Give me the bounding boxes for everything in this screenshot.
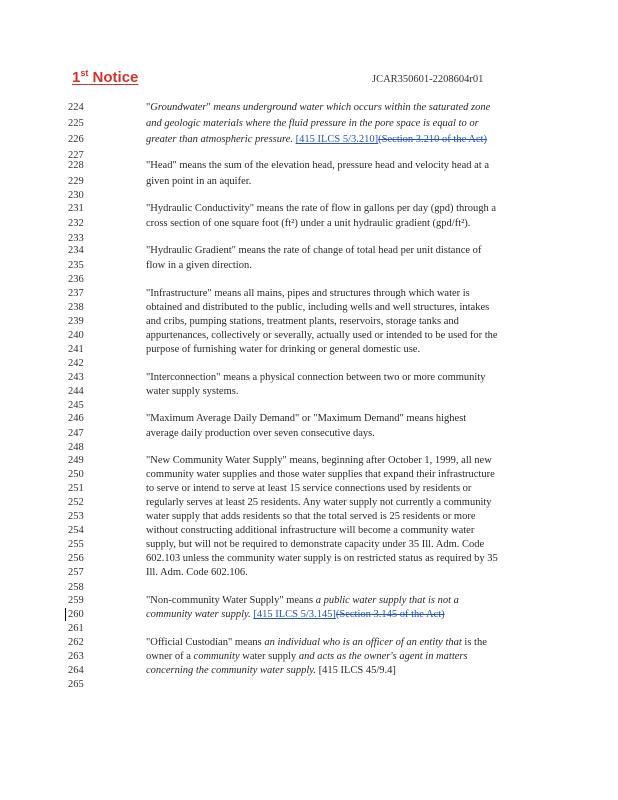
text-segment: "Official Custodian" means — [146, 637, 265, 648]
text-segment: "Head" means the sum of the elevation head, pressure head and velocity head at a — [146, 160, 489, 171]
line-number: 239 — [68, 316, 84, 327]
line-number: 224 — [68, 102, 84, 113]
text-line — [146, 160, 489, 172]
line-number: 259 — [68, 595, 84, 606]
line-number: 251 — [68, 483, 84, 494]
line-number: 230 — [68, 190, 84, 201]
line-number: 262 — [68, 637, 84, 648]
line-number: 226 — [68, 134, 84, 145]
text-line — [146, 260, 252, 272]
italic-text: community — [193, 651, 240, 662]
line-number: 241 — [68, 344, 84, 355]
text-line — [146, 218, 470, 230]
deleted-citation: (Section 3.210 of the Act) — [378, 134, 487, 145]
text-segment: "Infrastructure" means all mains, pipes and structures through which water is — [146, 288, 470, 299]
text-segment: community water supplies and those water supplies that expand their infrastructure — [146, 469, 495, 480]
text-segment: given point in an aquifer. — [146, 176, 252, 187]
italic-text: and acts as the owner's agent in matters — [298, 651, 468, 662]
line-number: 240 — [68, 330, 84, 341]
line-number: 244 — [68, 386, 84, 397]
document-id: JCAR350601-2208604r01 — [372, 74, 484, 85]
line-number: 242 — [68, 358, 84, 369]
line-number: 231 — [68, 203, 84, 214]
line-number: 253 — [68, 511, 84, 522]
text-segment: owner of a — [146, 651, 194, 662]
text-segment: purpose of furnishing water for drinking or general domestic use. — [146, 344, 421, 355]
text-line — [146, 134, 487, 146]
line-number: 256 — [68, 553, 84, 564]
italic-text: and geologic materials where the fluid pressure in the pore space is equal to or — [146, 118, 479, 129]
line-number: 228 — [68, 160, 84, 171]
text-line — [146, 344, 420, 356]
text-segment: [415 ILCS 45/9.4] — [316, 665, 396, 676]
text-segment: is the — [461, 637, 487, 648]
text-segment: water supply that adds residents so that the total served is 25 residents or more — [146, 511, 476, 522]
line-number: 258 — [68, 582, 84, 593]
text-line — [146, 428, 375, 440]
line-number: 245 — [68, 400, 84, 411]
italic-text: an individual who is an officer of an entity that — [264, 637, 462, 648]
line-number: 225 — [68, 118, 84, 129]
line-number: 234 — [68, 245, 84, 256]
text-line — [146, 118, 479, 130]
text-line — [146, 386, 238, 398]
text-line — [146, 102, 490, 114]
line-number: 264 — [68, 665, 84, 676]
text-segment: 602.103 unless the community water supply is on restricted status as required by 35 — [146, 553, 498, 564]
text-segment: "Hydraulic Conductivity" means the rate of flow in gallons per day (gpd) through a — [146, 203, 497, 214]
text-segment: without constructing additional infrastructure will become a community water — [146, 525, 475, 536]
text-segment: appurtenances, collectively or severally, actually used or intended to be used for the — [146, 330, 498, 341]
text-line — [146, 511, 476, 523]
text-line — [146, 497, 492, 509]
line-number: 227 — [68, 150, 84, 161]
text-line — [146, 567, 248, 579]
text-line — [146, 203, 496, 215]
text-line — [146, 637, 487, 649]
text-line — [146, 553, 498, 565]
text-segment: regularly serves at least 25 residents. Any water supply not currently a community — [146, 497, 492, 508]
text-segment: " — [206, 102, 214, 113]
text-segment: "Maximum Average Daily Demand" or "Maximum Demand" means highest — [146, 413, 467, 424]
italic-text: a public water supply that is not a — [315, 595, 459, 606]
text-segment: "Hydraulic Gradient" means the rate of change of total head per unit distance of — [146, 245, 482, 256]
text-line — [146, 469, 495, 481]
line-number: 247 — [68, 428, 84, 439]
notice-heading: 1st Notice — [72, 68, 139, 86]
text-line — [146, 539, 484, 551]
line-number: 249 — [68, 455, 84, 466]
text-line — [146, 316, 459, 328]
text-line — [146, 525, 474, 537]
italic-text: community water supply. — [146, 609, 251, 620]
text-line — [146, 455, 492, 467]
text-segment: "New Community Water Supply" means, beginning after October 1, 1999, all new — [146, 455, 492, 466]
italic-text: greater than atmospheric pressure. — [146, 134, 293, 145]
line-number: 229 — [68, 176, 84, 187]
text-line — [146, 665, 396, 677]
citation-link[interactable]: [415 ILCS 5/3.145] — [253, 609, 336, 620]
italic-text: Groundwater — [150, 102, 207, 113]
text-line — [146, 609, 445, 621]
line-number: 265 — [68, 679, 84, 690]
italic-text: means underground water which occurs within the saturated zone — [213, 102, 491, 113]
text-line — [146, 288, 470, 300]
line-number: 261 — [68, 623, 84, 634]
line-number: 233 — [68, 233, 84, 244]
line-number: 243 — [68, 372, 84, 383]
text-segment: obtained and distributed to the public, including wells and well structures, intakes — [146, 302, 490, 313]
text-segment: and cribs, pumping stations, treatment plants, reservoirs, storage tanks and — [146, 316, 459, 327]
line-number: 248 — [68, 442, 84, 453]
text-line — [146, 372, 486, 384]
text-segment: "Interconnection" means a physical connection between two or more community — [146, 372, 486, 383]
line-number: 255 — [68, 539, 84, 550]
line-number: 263 — [68, 651, 84, 662]
text-segment: to serve or intend to serve at least 15 service connections used by residents or — [146, 483, 472, 494]
line-number: 238 — [68, 302, 84, 313]
text-line — [146, 483, 471, 495]
text-line — [146, 330, 498, 342]
text-line — [146, 651, 468, 663]
line-number: 236 — [68, 274, 84, 285]
text-segment: " — [146, 102, 151, 113]
text-segment: water supply — [239, 651, 299, 662]
text-segment: average daily production over seven consecutive days. — [146, 428, 375, 439]
line-number: 252 — [68, 497, 84, 508]
line-number: 232 — [68, 218, 84, 229]
line-number: 257 — [68, 567, 84, 578]
text-segment: cross section of one square foot (ft²) under a unit hydraulic gradient (gpd/ft²). — [146, 218, 471, 229]
line-number: 237 — [68, 288, 84, 299]
text-segment: flow in a given direction. — [146, 260, 252, 271]
text-line — [146, 413, 466, 425]
text-line — [146, 302, 489, 314]
text-segment: Ill. Adm. Code 602.106. — [146, 567, 248, 578]
text-segment: supply, but will not be required to demonstrate capacity under 35 Ill. Adm. Code — [146, 539, 485, 550]
text-line — [146, 245, 481, 257]
text-line — [146, 595, 459, 607]
line-number: 254 — [68, 525, 84, 536]
line-number: 246 — [68, 413, 84, 424]
text-segment: "Non-community Water Supply" means — [146, 595, 316, 606]
deleted-citation: (Section 3.145 of the Act) — [335, 609, 445, 620]
italic-text: concerning the community water supply. — [146, 665, 317, 676]
line-number: 250 — [68, 469, 84, 480]
line-number: 235 — [68, 260, 84, 271]
text-segment: water supply systems. — [146, 386, 239, 397]
line-number: 260 — [68, 609, 84, 620]
text-line — [146, 176, 251, 188]
citation-link[interactable]: [415 ILCS 5/3.210] — [295, 134, 379, 145]
text-cursor — [65, 608, 66, 621]
